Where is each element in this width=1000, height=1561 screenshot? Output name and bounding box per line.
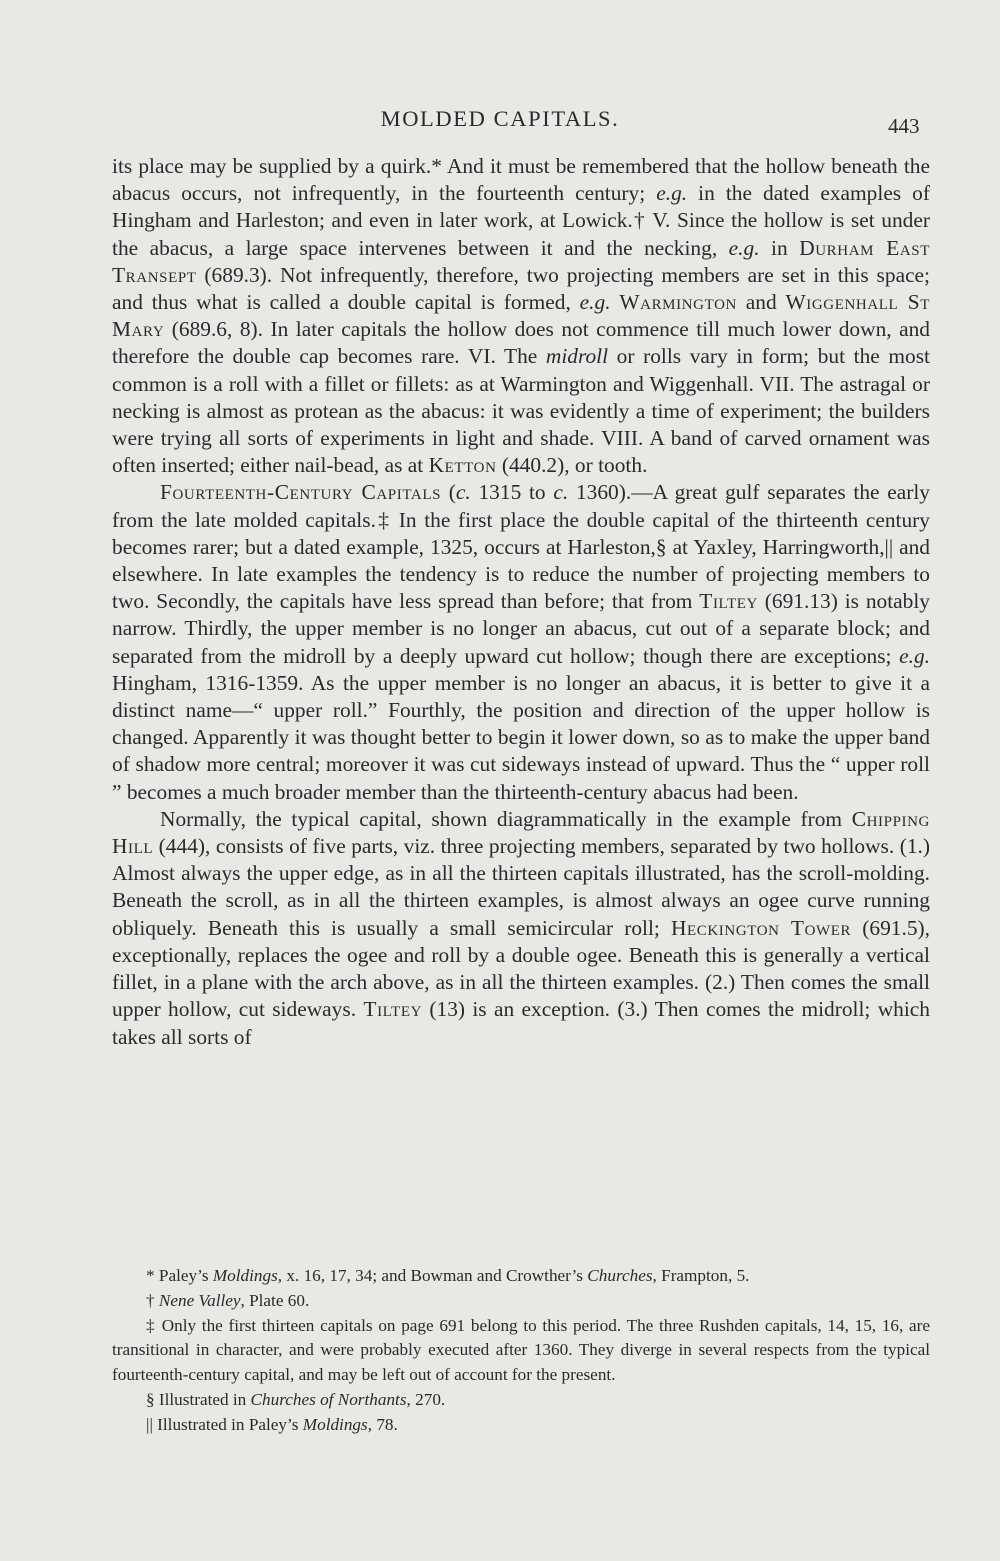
running-title: MOLDED CAPITALS.	[380, 106, 620, 131]
section-heading: Fourteenth-Century Capitals	[160, 480, 442, 505]
paragraph-2: Fourteenth-Century Capitals (c. 1315 to c. 1360).—A great gulf separates the early from the late molded capitals.‡ In the first place the double capital of the thirteenth century becomes rarer; but a dated example, 1325, occurs at Harleston,§ at Yaxley, Harringworth,|| and elsewhere. In late examples the tendency is to reduce the number of projecting members to two. Secondly, the capitals have less spread than before; that from Tiltey (691.13) is notably narrow. Thirdly, the upper member is no longer an abacus, cut out of a separate block; and separated from the midroll by a deeply upward cut hollow; though there are exceptions; e.g. Hingham, 1316-1359. As the upper member is no longer an abacus, it is better to give it a distinct name—“ upper roll.” Fourthly, the position and direction of the upper hollow is changed. Apparently it was thought better to begin it lower down, so as to make the upper band of shadow more central; moreover it was cut sideways instead of upward. Thus the “ upper roll ” becomes a much broader member than the thirteenth-century abacus had been.	[112, 480, 930, 804]
page-header	[0, 102, 1000, 142]
footnote-2: † Nene Valley, Plate 60.	[146, 1290, 310, 1310]
footnote-5: || Illustrated in Paley’s Moldings, 78.	[146, 1414, 398, 1434]
footnotes	[112, 1264, 930, 1438]
footnote-4: § Illustrated in Churches of Northants, 270.	[146, 1389, 446, 1409]
paragraph-1: its place may be supplied by a quirk.* And it must be remembered that the hollow beneath the abacus occurs, not infrequently, in the fourteenth century; e.g. in the dated examples of Hingham and Harleston; and even in later work, at Lowick.† V. Since the hollow is set under the abacus, a large space intervenes between it and the necking, e.g. in Durham East Transept (689.3). Not infrequently, therefore, two projecting members are set in this space; and thus what is called a double capital is formed, e.g. Warmington and Wiggenhall St Mary (689.6, 8). In later capitals the hollow does not commence till much lower down, and therefore the double cap becomes rare. VI. The midroll or rolls vary in form; but the most common is a roll with a fillet or fillets: as at Warmington and Wiggenhall. VII. The astragal or necking is almost as protean as the abacus: it was evidently a time of experiment; the builders were trying all sorts of experiments in light and shade. VIII. A band of carved ornament was often inserted; either nail-bead, as at Ketton (440.2), or tooth.	[112, 154, 930, 478]
paragraph-3: Normally, the typical capital, shown diagrammatically in the example from Chipping Hill (444), consists of five parts, viz. three projecting members, separated by two hollows. (1.) Almost always the upper edge, as in all the thirteen capitals illustrated, has the scroll-molding. Beneath the scroll, as in all the thirteen examples, is almost always an ogee curve running obliquely. Beneath this is usually a small semicircular roll; Heckington Tower (691.5), exceptionally, replaces the ogee and roll by a double ogee. Beneath this is generally a vertical fillet, in a plane with the arch above, as in all the thirteen examples. (2.) Then comes the small upper hollow, cut sideways. Tiltey (13) is an exception. (3.) Then comes the midroll; which takes all sorts of	[112, 806, 930, 1049]
footnote-1: * Paley’s Moldings, x. 16, 17, 34; and Bowman and Crowther’s Churches, Frampton, 5.	[146, 1266, 750, 1285]
page-number: 443	[888, 114, 920, 138]
body-text	[112, 153, 930, 1051]
footnote-3: ‡ Only the first thirteen capitals on page 691 belong to this period. The three Rushden capitals, 14, 15, 16, are transitional in character, and were probably executed after 1360. They diverge in several respects from the typical fourteenth-century capital, and may be left out of account for the present.	[112, 1315, 930, 1385]
